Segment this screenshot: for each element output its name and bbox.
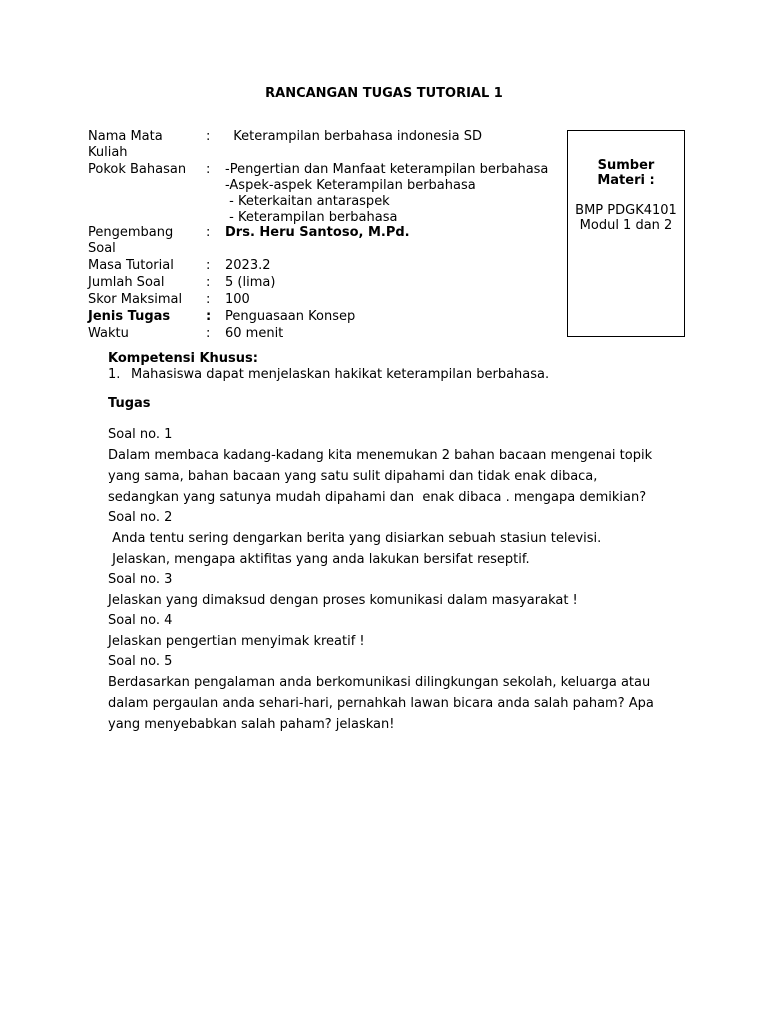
soal-text-line: dalam pergaulan anda sehari-hari, pernahkah lawan bicara anda salah paham? Apa	[108, 696, 654, 711]
info-row	[88, 225, 558, 257]
info-label-line: Skor Maksimal	[88, 292, 183, 307]
info-label	[88, 162, 198, 178]
info-label	[88, 258, 198, 274]
info-row	[88, 162, 558, 224]
info-separator: :	[206, 309, 212, 324]
info-value-line: -Pengertian dan Manfaat keterampilan berbahasa	[225, 162, 549, 177]
info-row	[88, 309, 558, 325]
sumber-title-line: Materi :	[597, 173, 655, 188]
info-label-line: Jenis Tugas	[88, 309, 171, 324]
soal-text-line: yang sama, bahan bacaan yang satu sulit dipahami dan tidak enak dibaca,	[108, 469, 598, 484]
info-label	[88, 292, 198, 308]
info-value-line: 60 menit	[225, 326, 284, 341]
soal-text-line: Berdasarkan pengalaman anda berkomunikasi dilingkungan sekolah, keluarga atau	[108, 675, 651, 690]
info-separator: :	[206, 129, 211, 144]
info-value-line: -Aspek-aspek Keterampilan berbahasa	[225, 178, 476, 193]
info-separator: :	[206, 326, 211, 341]
info-value	[225, 309, 558, 325]
info-value	[225, 258, 558, 274]
info-value	[225, 225, 558, 241]
info-label-line: Nama Mata	[88, 129, 163, 144]
info-value	[225, 275, 558, 291]
kompetensi-text: Mahasiswa dapat menjelaskan hakikat keterampilan berbahasa.	[131, 367, 550, 382]
tugas-title: Tugas	[108, 396, 151, 411]
soal-text-line: yang menyebabkan salah paham? jelaskan!	[108, 717, 395, 732]
info-label-line: Pokok Bahasan	[88, 162, 187, 177]
soal-text-line: Jelaskan pengertian menyimak kreatif !	[108, 634, 365, 649]
soal-text-line: sedangkan yang satunya mudah dipahami dan enak dibaca . mengapa demikian?	[108, 490, 647, 505]
info-value-line: Penguasaan Konsep	[225, 309, 356, 324]
sumber-title	[568, 158, 684, 188]
soal-item	[108, 611, 668, 652]
info-label-line: Jumlah Soal	[88, 275, 165, 290]
soal-label: Soal no. 3	[108, 572, 173, 587]
kompetensi-title: Kompetensi Khusus:	[108, 351, 258, 366]
soal-item	[108, 425, 668, 508]
soal-text-line: Anda tentu sering dengarkan berita yang disiarkan sebuah stasiun televisi.	[108, 531, 602, 546]
sumber-title-line: Sumber	[597, 158, 655, 173]
info-separator: :	[206, 162, 211, 177]
info-label	[88, 309, 198, 325]
sumber-materi-box	[567, 130, 685, 337]
kompetensi-item	[108, 367, 668, 383]
content	[108, 351, 668, 735]
info-value	[225, 292, 558, 308]
soal-item	[108, 652, 668, 735]
soal-label: Soal no. 4	[108, 613, 173, 628]
info-label-line: Pengembang	[88, 225, 174, 240]
info-separator: :	[206, 292, 211, 307]
info-row	[88, 292, 558, 308]
soal-text-line: Dalam membaca kadang-kadang kita menemukan 2 bahan bacaan mengenai topik	[108, 448, 653, 463]
info-label	[88, 225, 198, 257]
info-value	[225, 162, 558, 226]
info-value-line: Drs. Heru Santoso, M.Pd.	[225, 225, 410, 240]
info-value-line: - Keterampilan berbahasa	[225, 210, 398, 225]
document-title: RANCANGAN TUGAS TUTORIAL 1	[265, 86, 503, 101]
info-label	[88, 326, 198, 342]
info-label-line: Soal	[88, 241, 116, 256]
info-label	[88, 275, 198, 291]
sumber-body-line: BMP PDGK4101	[575, 203, 677, 218]
info-value-line: - Keterkaitan antaraspek	[225, 194, 390, 209]
info-label-line: Masa Tutorial	[88, 258, 174, 273]
info-value-line: 5 (lima)	[225, 275, 276, 290]
info-separator: :	[206, 275, 211, 290]
soal-list	[108, 425, 668, 735]
soal-label: Soal no. 5	[108, 654, 173, 669]
sumber-body	[568, 203, 684, 233]
info-label	[88, 129, 198, 161]
soal-label: Soal no. 1	[108, 427, 173, 442]
info-value-line: 100	[225, 292, 250, 307]
soal-item	[108, 508, 668, 570]
soal-text-line: Jelaskan yang dimaksud dengan proses komunikasi dalam masyarakat !	[108, 593, 578, 608]
info-row	[88, 129, 558, 161]
info-separator: :	[206, 258, 211, 273]
sumber-body-line: Modul 1 dan 2	[579, 218, 673, 233]
info-value-line: Keterampilan berbahasa indonesia SD	[225, 129, 482, 144]
info-separator: :	[206, 225, 211, 240]
kompetensi-number: 1.	[108, 367, 121, 382]
info-row	[88, 326, 558, 342]
soal-text-line: Jelaskan, mengapa aktifitas yang anda lakukan bersifat reseptif.	[108, 552, 530, 567]
info-table	[88, 129, 558, 343]
soal-item	[108, 570, 668, 611]
info-value	[225, 326, 558, 342]
kompetensi-list	[108, 367, 668, 383]
info-label-line: Kuliah	[88, 145, 128, 160]
info-value-line: 2023.2	[225, 258, 271, 273]
info-label-line: Waktu	[88, 326, 129, 341]
soal-label: Soal no. 2	[108, 510, 173, 525]
info-row	[88, 275, 558, 291]
info-value	[225, 129, 558, 145]
info-row	[88, 258, 558, 274]
